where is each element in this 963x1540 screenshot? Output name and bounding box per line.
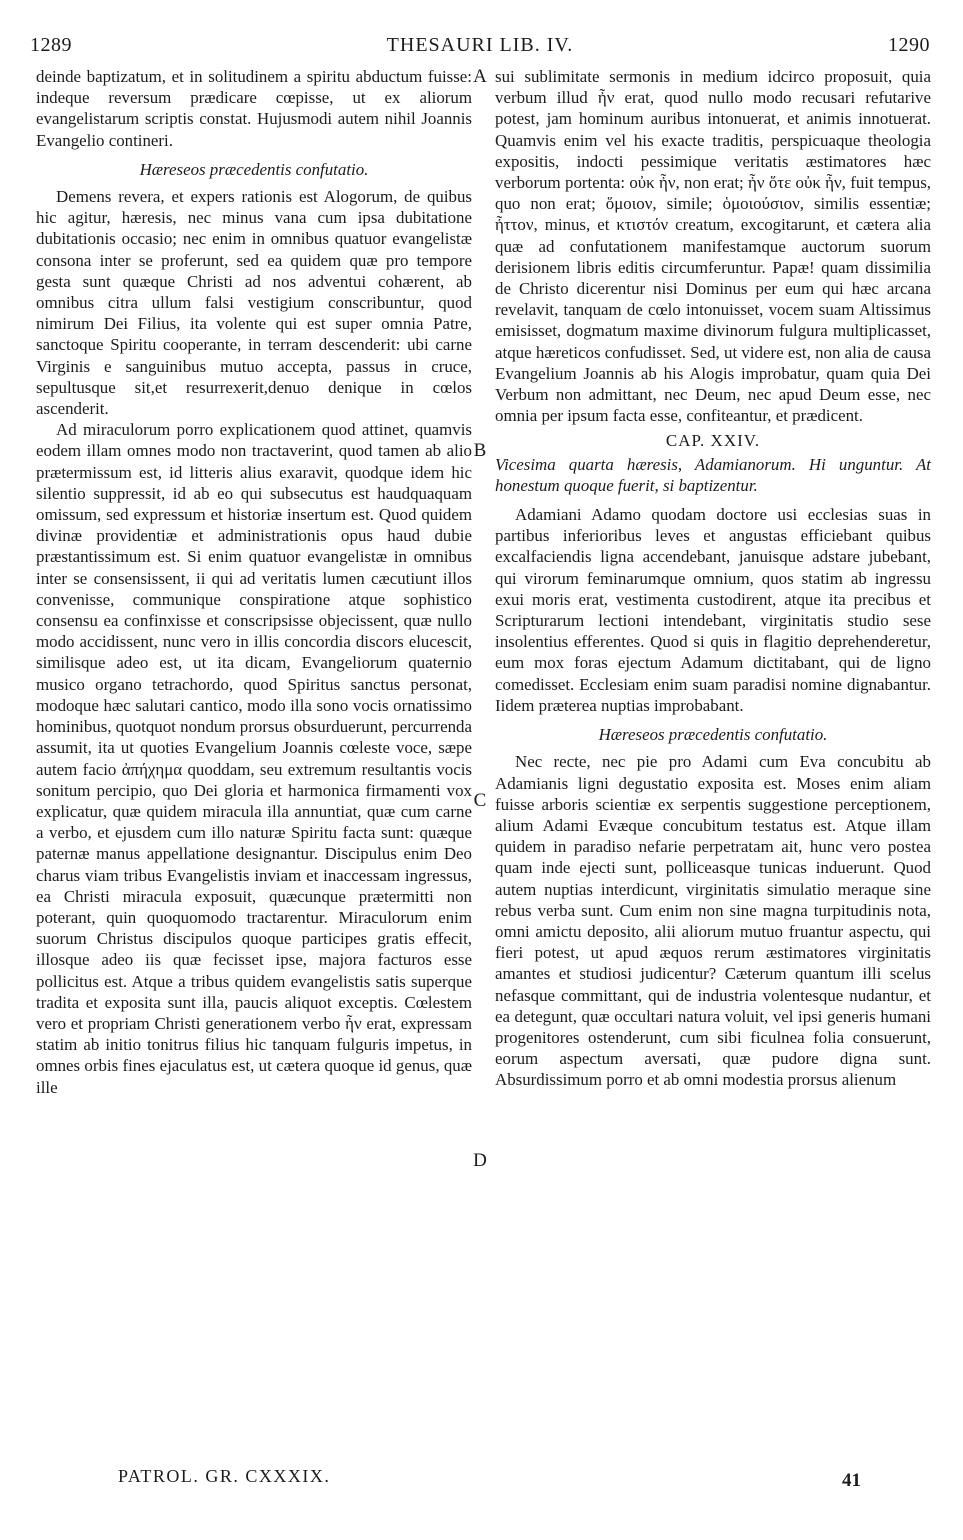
left-paragraph-2: Demens revera, et expers rationis est Alogorum, de quibus hic agitur, hæresis, nec minus vana cum ipsa dubitatione dubitationis occasio; nec enim in omnibus quatuor evangelistæ consona inter se proferunt, sed ea quidem quæ pro tempore gesta sunt quæque Christi ad nos adventui cohærent, ab omnibus citra ullum falsi vestigium conscribuntur, quod nimirum Dei Filius, ita volente qui est super omnia Patre, sanctoque Spiritu cooperante, in terram descenderit: ubi carne Virginis e sanguinibus mutuo accepta, passus in cruce, sepultusque sit,et resurrexerit,denuo denique in cœlos ascenderit. bbox=[36, 187, 472, 419]
margin-marker-a: A bbox=[473, 66, 487, 87]
right-paragraph-3: Nec recte, nec pie pro Adami cum Eva concubitu ab Adamianis ligni degustatio exposita est. Moses enim aliam fuisse arboris scientiæ ex serpentis suggestione perceptionem, alium Adami Evæque concubitum testatus est. Atque illam quidem in paradiso nefarie perpetratam ait, hunc vero postea quam inde ejecti sunt, polliceasque tunicas induerunt. Quod autem nuptias interdicunt, virginitatis simulatio meraque sine rebus verba sunt. Cum enim non sine magna turpitudinis nota, omni amictu deposito, alii aliorum mutuo fruantur aspectu, qui fieri potest, ut apud æquos rerum æstimatores virginitatis amantes et studiosi judicentur? Cæterum quantum illi scelus nefasque committant, qui de industria volentesque nudantur, et ea detegunt, quæ occultari natura voluit, vel ipsi generis humani progenitores ostenderunt, cum sibi ficulnea folia consuerunt, eorum aspectum aversati, quæ pudore digna sunt. Absurdissimum porro et ab omni modestia prorsus alienum bbox=[495, 752, 931, 1090]
right-paragraph-2: Adamiani Adamo quodam doctore usi ecclesias suas in partibus inferioribus leves et angustas efficiebant quibus excalfaciendis ligna accendebant, januisque adstare jubebant, qui virorum feminarumque omnium, quos statim ab ingressu exui moris erat, vestimenta custodirent, atque ita precibus et Scripturarum lectioni intendebant, virginitatis studio sese insolentius efferentes. Quod si quis in flagitio deprehenderetur, eum mox foras ejectum Adamum dictitabant, qui de ligno comedisset. Ecclesiam enim suam paradisi nomine dignabantur. Iidem præterea nuptias improbabant. bbox=[495, 505, 931, 715]
margin-marker-c: C bbox=[473, 790, 487, 811]
margin-marker-b: B bbox=[473, 440, 487, 461]
section-heading-confutatio-1: Hæreseos præcedentis confutatio. bbox=[139, 159, 369, 179]
chapter-subtitle: Vicesima quarta hæresis, Adamianorum. Hi unguntur. At honestum quoque fuerit, si baptizentur. bbox=[495, 454, 931, 495]
section-heading-confutatio-2: Hæreseos præcedentis confutatio. bbox=[598, 725, 828, 745]
left-paragraph-3: Ad miraculorum porro explicationem quod attinet, quamvis eodem illam omnes modo non tractaverint, quod tamen ab alio prætermissum est, id litteris alius exaravit, quodque idem hic silentio suppressit, id ab eo qui subsecutus est haudquaquam omissum, sed expressum et historiæ insertum est. Quod quidem divinæ providentiæ et administrationis opus haud dubie præstantissimum est. Si enim quatuor evangelistæ in omnibus inter se consensissent, ii qui ad veritatis lumen cæcutiunt illos convenisse, communique conspiratione atque sophistico consensu ea confinxisse et conscripsisse objecissent, quæ nullo modo accidissent, nunc vero in illis concordia discors elucescit, similisque adeo est, ut ita dicam, Evangeliorum quaternio musico organo tetrachordo, quod Spiritus sanctus personat, modoque hæc salutari cantico, modo illa sono vocis ornatissimo hominibus, quotquot nondum prorsus obsurduerunt, percurrenda assumit, ita ut quoties Evangelium Joannis cœleste voce, sæpe autem facio ἀπήχημα quoddam, seu extremum resultantis vocis sonitum percipio, quo Dei gloria et harmonica firmamenti vox explicatur, quæ quidem miracula illa annuntiat, quæ cum carne a verbo, et ejusdem cum illo naturæ Spiritu facta sunt: quæque paternæ manus appellatione designantur. Discipulus enim Deo charus viam tribus Evangelistis inviam et inaccessam ingressus, ea Christi miracula exposuit, quæcunque prætermitti non poterant, quin quoquomodo tractarentur. Miraculorum enim suorum Christus discipulos quoque participes gratis effecit, illosque adeo iis quæ fecisset ipse, majora facturos esse pollicitus est. Atque a tribus quidem evangelistis satis superque tradita et exposita sunt illa, paucis aliquot exceptis. Cœlestem vero et propriam Christi generationem verbo ἦν erat, expressam statim ab initio tonitrus filius hic tanquam fulguris impetus, in omnes orbis fines ejaculatus est, ut cætera quoque id genus, quæ ille bbox=[36, 420, 472, 1097]
left-column bbox=[36, 66, 472, 1098]
left-paragraph-1: deinde baptizatum, et in solitudinem a spiritu abductum fuisse: indeque reversum prædicare cœpisse, ut ex aliorum evangelistarum scriptis constat. Hujusmodi autem nihil Joannis Evangelio contineri. bbox=[36, 67, 472, 150]
page-number-left: 1289 bbox=[30, 34, 72, 56]
margin-marker-d: D bbox=[473, 1150, 487, 1171]
footer-signature-number: 41 bbox=[842, 1470, 861, 1491]
page-number-right: 1290 bbox=[888, 34, 930, 56]
right-paragraph-1: sui sublimitate sermonis in medium idcirco proposuit, quia verbum illud ἦν erat, quod nullo modo recusari refutarive potest, jam hominum auribus intonuerat, et animis innotuerat. Quamvis enim vel his exacte traditis, perspicuaque theologia expositis, indocti pessimique veritatis æstimatores hæc verborum portenta: οὐκ ἦν, non erat; ἦν ὅτε οὐκ ἦν, fuit tempus, quo non erat; ὅμοιον, simile; ὁμοιούσιον, similis essentiæ; ἧττον, minus, et κτιστόν creatum, excogitarunt, et cætera alia quæ ad confutationem manifestamque auctorum suorum derisionem libris editis circumferuntur. Papæ! quam dissimilia de Christo dicerentur nisi Dominus per eum qui hæc arcana revelavit, tanquam de cœlo intonuisset, vocem suam Altissimus emisisset, dogmatum maxime divinorum fulgura multiplicasset, atque hæreticos confudisset. Sed, ut videre est, non alia de causa Evangelium Joannis ab his Alogis improbatur, quam quia Dei Verbum non admittant, nec Deum, nec apud Deum esse, nec omnia per ipsum facta esse, confiteantur, et prædicent. bbox=[495, 67, 931, 426]
page-header bbox=[30, 34, 930, 60]
footer-series-label: PATROL. GR. CXXXIX. bbox=[118, 1466, 331, 1486]
chapter-heading: CAP. XXIV. bbox=[665, 431, 761, 451]
right-column bbox=[495, 66, 931, 1091]
running-title: THESAURI LIB. IV. bbox=[386, 34, 574, 56]
